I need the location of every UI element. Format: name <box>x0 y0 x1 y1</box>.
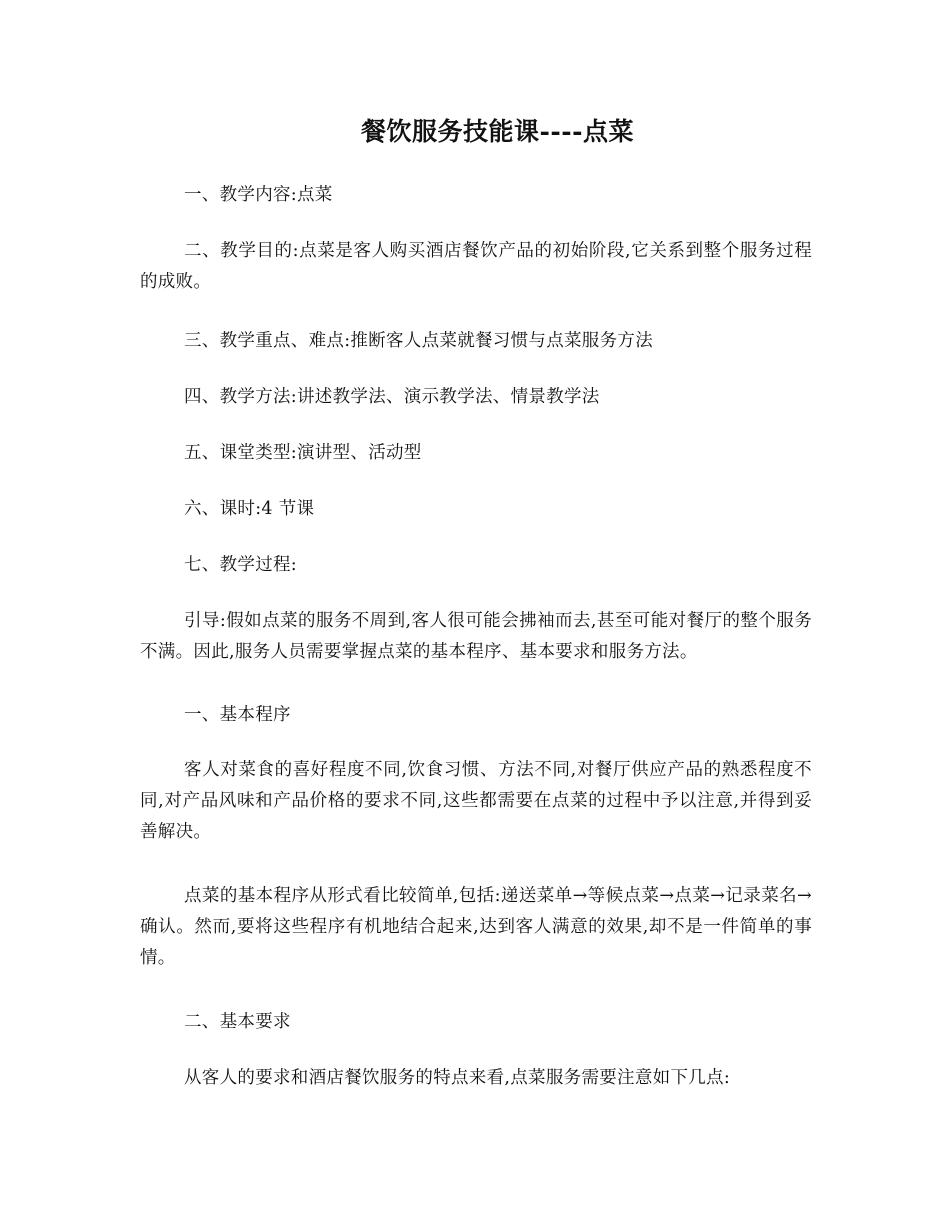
heading-basic-procedure: 一、基本程序 <box>184 705 291 725</box>
paragraph-key-points: 三、教学重点、难点:推断客人点菜就餐习惯与点菜服务方法 <box>184 331 653 351</box>
paragraph-teaching-content: 一、教学内容:点菜 <box>184 185 333 205</box>
paragraph-ordering-steps: 点菜的基本程序从形式看比较简单,包括:递送菜单→等候点菜→点菜→记录菜名→确认。然而,要将这些程序有机地结合起来,达到客人满意的效果,却不是一件简单的事情。 <box>140 886 812 968</box>
paragraph-service-notes: 从客人的要求和酒店餐饮服务的特点来看,点菜服务需要注意如下几点: <box>184 1068 731 1088</box>
paragraph-class-type: 五、课堂类型:演讲型、活动型 <box>184 443 422 463</box>
document-title: 餐饮服务技能课----点菜 <box>360 117 634 146</box>
paragraph-class-hours: 六、课时:4 节课 <box>184 499 315 519</box>
paragraph-introduction: 引导:假如点菜的服务不周到,客人很可能会拂袖而去,甚至可能对餐厅的整个服务不满。因此,服务人员需要掌握点菜的基本程序、基本要求和服务方法。 <box>140 611 812 662</box>
paragraph-teaching-methods: 四、教学方法:讲述教学法、演示教学法、情景教学法 <box>184 387 600 407</box>
paragraph-teaching-goal: 二、教学目的:点菜是客人购买酒店餐饮产品的初始阶段,它关系到整个服务过程的成败。 <box>140 241 812 292</box>
paragraph-customer-preferences: 客人对菜食的喜好程度不同,饮食习惯、方法不同,对餐厅供应产品的熟悉程度不同,对产品风味和产品价格的要求不同,这些都需要在点菜的过程中予以注意,并得到妥善解决。 <box>140 760 812 842</box>
heading-basic-requirements: 二、基本要求 <box>184 1012 291 1032</box>
paragraph-teaching-process: 七、教学过程: <box>184 555 297 575</box>
